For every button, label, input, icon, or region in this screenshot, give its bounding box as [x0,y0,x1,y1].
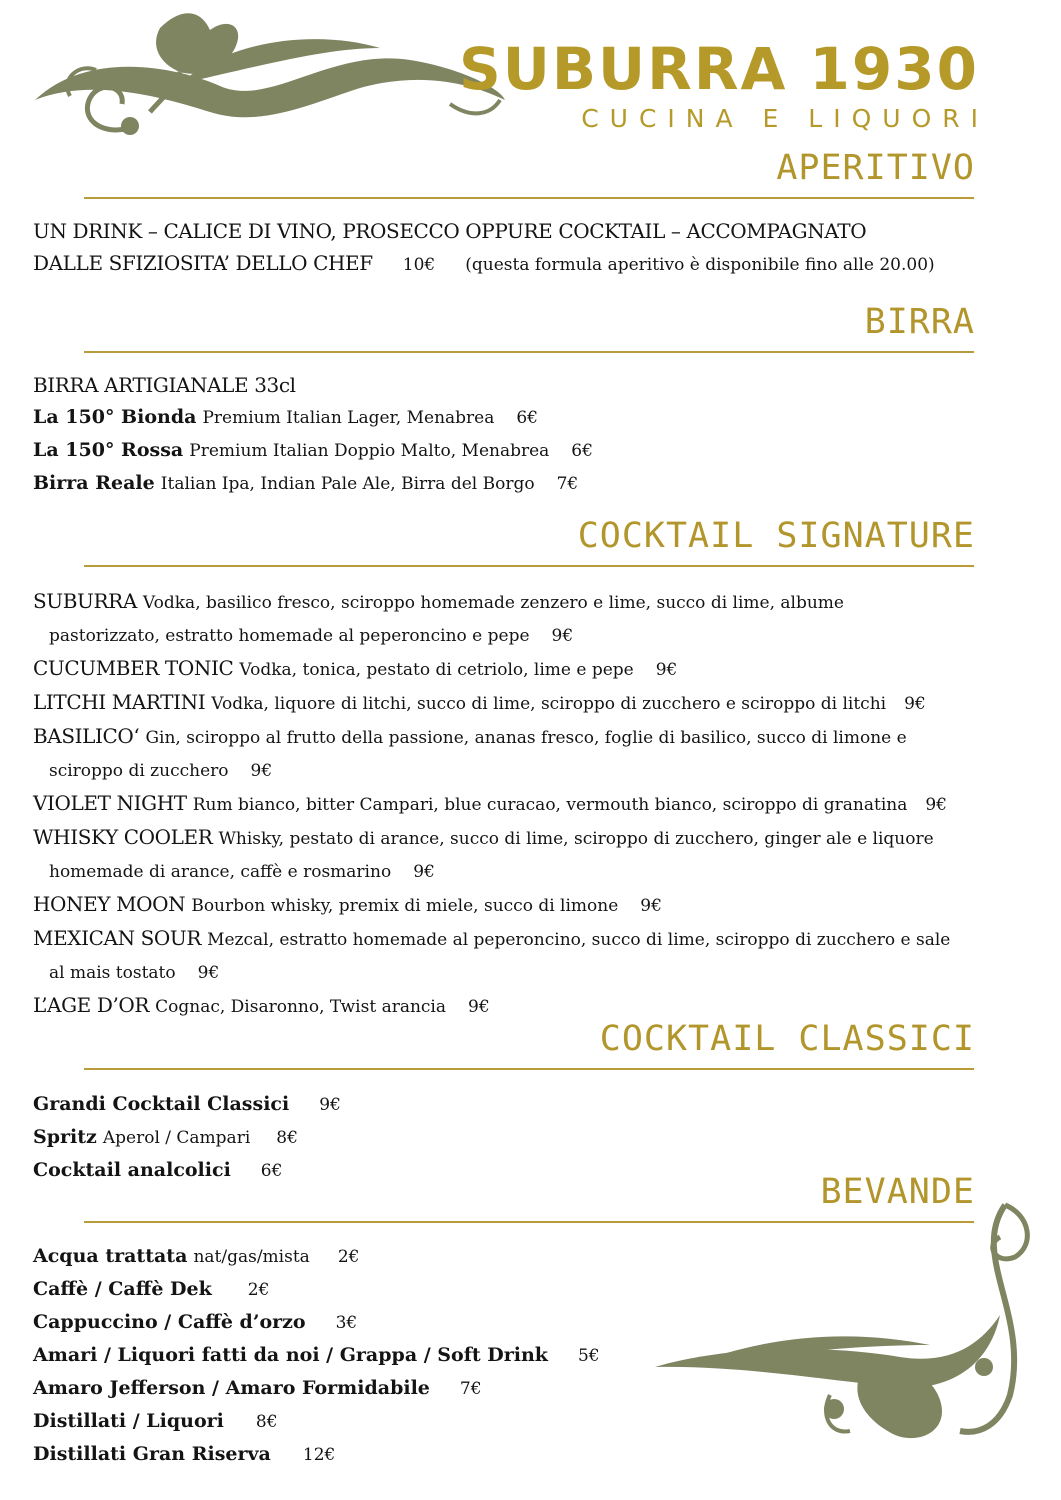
aperitivo-note: (questa formula aperitivo è disponibile fino alle 20.00) [465,255,935,275]
item-price: 9€ [925,795,947,815]
item-name: L’AGE D’OR [33,993,150,1017]
item-desc: nat/gas/mista [193,1247,310,1267]
item-price: 6€ [260,1161,283,1181]
item-price: 9€ [640,896,662,916]
section-title-classici: COCKTAIL CLASSICI [599,1019,975,1059]
item-price: 6€ [516,408,538,428]
item-desc: Vodka, tonica, pestato di cetriolo, lime e pepe [239,660,634,680]
list-item [33,1438,600,1471]
item-price: 9€ [468,997,490,1017]
item-desc: Gin, sciroppo al frutto della passione, ananas fresco, foglie di basilico, succo di limone e [145,728,907,748]
bevande-list [33,1240,600,1471]
item-desc: Mezcal, estratto homemade al peperoncino, succo di lime, sciroppo di zucchero e sale [207,930,951,950]
aperitivo-price: 10€ [402,255,436,275]
list-item [33,1306,600,1339]
list-item [33,467,593,500]
item-desc: Aperol / Campari [102,1128,251,1148]
item-desc: Premium Italian Lager, Menabrea [202,408,495,428]
item-name: Acqua trattata [33,1245,188,1267]
item-desc: Bourbon whisky, premix di miele, succo di limone [191,896,619,916]
item-name: CUCUMBER TONIC [33,656,234,680]
item-desc: Vodka, basilico fresco, sciroppo homemade zenzero e lime, succo di lime, albume [142,593,844,613]
list-item-cont [33,619,950,652]
section-title-birra: BIRRA [864,302,975,342]
list-item [33,720,950,754]
item-desc-cont: al mais tostato [49,963,176,983]
item-desc-cont: homemade di arance, caffè e rosmarino [49,862,392,882]
item-price: 7€ [556,474,579,494]
item-price: 12€ [302,1445,336,1465]
item-price: 9€ [197,963,220,983]
divider [84,1068,974,1070]
item-price: 9€ [319,1095,341,1115]
item-price: 9€ [413,862,435,882]
floral-ornament-bottom-icon [650,1195,1035,1455]
item-desc-cont: pastorizzato, estratto homemade al peperoncino e pepe [49,626,530,646]
item-price: 5€ [577,1346,600,1366]
birra-list [33,369,593,500]
item-name: Amari / Liquori fatti da noi / Grappa / Soft Drink [33,1344,548,1366]
item-name: Distillati Gran Riserva [33,1443,271,1465]
item-name: HONEY MOON [33,892,186,916]
item-name: VIOLET NIGHT [33,791,187,815]
brand-subtitle: CUCINA E LIQUORI [581,104,989,133]
list-item [33,585,950,619]
divider [84,197,974,199]
brand-title: SUBURRA 1930 [458,35,979,103]
list-item [33,1154,341,1187]
item-price: 3€ [335,1313,358,1333]
section-title-signature: COCKTAIL SIGNATURE [577,516,975,556]
list-item [33,922,950,956]
item-desc: Italian Ipa, Indian Pale Ale, Birra del Borgo [160,474,535,494]
item-name: Birra Reale [33,472,155,494]
section-title-bevande: BEVANDE [820,1172,975,1212]
brand-header [458,35,989,133]
item-name: Distillati / Liquori [33,1410,224,1432]
item-name: BASILICO‘ [33,724,140,748]
floral-ornament-top-icon [30,8,510,148]
list-item [33,1121,341,1154]
section-title-aperitivo: APERITIVO [776,148,975,188]
item-name: WHISKY COOLER [33,825,213,849]
item-name: LITCHI MARTINI [33,690,206,714]
item-desc: Rum bianco, bitter Campari, blue curacao, vermouth bianco, sciroppo di granatina [192,795,908,815]
divider [84,351,974,353]
list-item [33,888,950,922]
item-price: 7€ [459,1379,482,1399]
item-price: 9€ [904,694,926,714]
classici-list [33,1088,341,1187]
item-desc: Cognac, Disaronno, Twist arancia [155,997,447,1017]
aperitivo-line: UN DRINK – CALICE DI VINO, PROSECCO OPPURE COCKTAIL – ACCOMPAGNATO [33,219,867,243]
list-item [33,686,950,720]
item-name: La 150° Bionda [33,406,197,428]
signature-list [33,585,950,1023]
item-desc-cont: sciroppo di zucchero [49,761,229,781]
list-item [33,821,950,855]
divider [84,1221,974,1223]
list-item [33,989,950,1023]
item-price: 2€ [247,1280,270,1300]
item-name: Cocktail analcolici [33,1159,231,1181]
item-name: Amaro Jefferson / Amaro Formidabile [33,1377,430,1399]
item-name: MEXICAN SOUR [33,926,202,950]
list-item [33,1339,600,1372]
aperitivo-line-text: DALLE SFIZIOSITA’ DELLO CHEF [33,251,373,275]
list-item-cont [33,956,950,989]
list-item [33,1240,600,1273]
item-price: 2€ [337,1247,360,1267]
list-item [33,1273,600,1306]
list-item-cont [33,754,950,787]
item-price: 9€ [250,761,273,781]
list-item [33,434,593,467]
item-name: Caffè / Caffè Dek [33,1278,212,1300]
aperitivo-line [33,247,935,281]
item-price: 9€ [655,660,678,680]
list-item [33,1405,600,1438]
item-name: Grandi Cocktail Classici [33,1093,290,1115]
aperitivo-description [33,215,935,281]
list-item [33,787,950,821]
item-name: La 150° Rossa [33,439,184,461]
item-price: 8€ [276,1128,298,1148]
divider [84,565,974,567]
item-price: 9€ [551,626,574,646]
item-name: Spritz [33,1126,97,1148]
list-item [33,1372,600,1405]
list-item-cont [33,855,950,888]
birra-heading: BIRRA ARTIGIANALE 33cl [33,373,296,397]
item-desc: Whisky, pestato di arance, succo di lime, sciroppo di zucchero, ginger ale e liquore [218,829,934,849]
item-desc: Vodka, liquore di litchi, succo di lime, sciroppo di zucchero e sciroppo di litchi [211,694,887,714]
item-price: 8€ [255,1412,278,1432]
list-item [33,1088,341,1121]
item-desc: Premium Italian Doppio Malto, Menabrea [189,441,550,461]
item-price: 6€ [571,441,593,461]
list-item [33,652,950,686]
item-name: Cappuccino / Caffè d’orzo [33,1311,306,1333]
list-item [33,401,593,434]
item-name: SUBURRA [33,589,137,613]
